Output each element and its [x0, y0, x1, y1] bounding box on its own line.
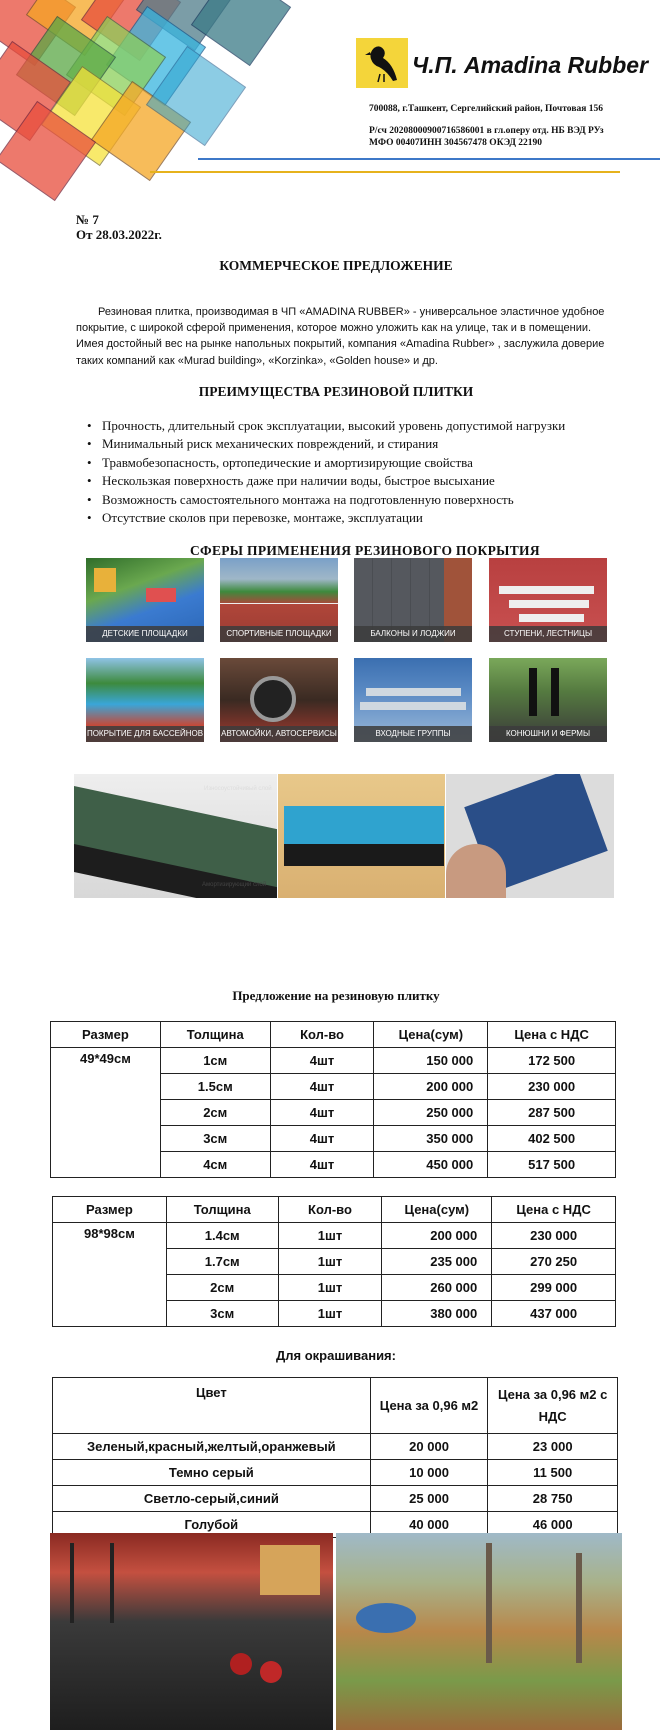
table-cell: 20 000 — [370, 1434, 488, 1460]
table-cell: 402 500 — [488, 1126, 616, 1152]
gym-photo — [50, 1533, 333, 1730]
table-cell: 299 000 — [492, 1275, 616, 1301]
page-title: КОММЕРЧЕСКОЕ ПРЕДЛОЖЕНИЕ — [219, 258, 453, 273]
table-cell: Темно серый — [53, 1460, 371, 1486]
tile-caption: БАЛКОНЫ И ЛОДЖИИ — [354, 626, 472, 642]
table-header-row — [51, 1022, 616, 1048]
product-photo-blue-tile — [278, 774, 445, 898]
table-cell: 270 250 — [492, 1249, 616, 1275]
column-header: Цена за 0,96 м2 — [370, 1378, 488, 1434]
tile-caption: СПОРТИВНЫЕ ПЛОЩАДКИ — [220, 626, 338, 642]
list-item: • Возможность самостоятельного монтажа на подготовленную поверхность — [102, 491, 565, 509]
tile-playgrounds — [86, 558, 204, 642]
product-photo-hand — [446, 774, 614, 898]
table-cell: 230 000 — [492, 1223, 616, 1249]
table-cell: 380 000 — [382, 1301, 492, 1327]
column-header: Размер — [53, 1197, 167, 1223]
table-cell: 40 000 — [370, 1512, 488, 1538]
table-header-row — [53, 1197, 616, 1223]
list-item: • Прочность, длительный срок эксплуатации, высокий уровень допустимой нагрузки — [102, 417, 565, 435]
product-photo-layers — [74, 774, 277, 898]
table-cell: 2см — [166, 1275, 278, 1301]
table-cell: 4шт — [270, 1048, 374, 1074]
layer-label-top: Износоустойчивый слой — [204, 786, 272, 792]
table-row — [53, 1223, 616, 1249]
column-header: Размер — [51, 1022, 161, 1048]
paint-price-table — [52, 1377, 618, 1538]
column-header: Цена(сум) — [382, 1197, 492, 1223]
table-cell: 4шт — [270, 1152, 374, 1178]
tile-pools — [86, 658, 204, 742]
table-cell: 350 000 — [374, 1126, 488, 1152]
playground-photo — [336, 1533, 622, 1730]
tile-caption: ВХОДНЫЕ ГРУППЫ — [354, 726, 472, 742]
company-codes: МФО 00407ИНН 304567478 ОКЭД 22190 — [369, 138, 542, 148]
company-address: 700088, г.Ташкент, Сергелийский район, Почтовая 156 — [369, 104, 603, 114]
table-cell: Светло-серый,синий — [53, 1486, 371, 1512]
list-item: • Нескользкая поверхность даже при наличии воды, быстрое высыхание — [102, 472, 565, 490]
tile-stables — [489, 658, 607, 742]
table-cell: 200 000 — [374, 1074, 488, 1100]
list-item: • Отсутствие сколов при перевозке, монтаже, эксплуатации — [102, 509, 565, 527]
column-header: Цена(сум) — [374, 1022, 488, 1048]
intro-paragraph: Резиновая плитка, производимая в ЧП «AMADINA RUBBER» - универсальное эластичное удобное покрытие, с широкой сферой применения, которое можно уложить как на улице, так и в помещении. Имея достойный вес на рынке напольных покрытий, компания «Amadina Rubber» , заслужила доверие таких компаний как «Murad building», «Korzinka», «Golden house» и др. — [76, 306, 605, 367]
table-cell: 1.7см — [166, 1249, 278, 1275]
table-cell: 25 000 — [370, 1486, 488, 1512]
column-header: Толщина — [166, 1197, 278, 1223]
tile-balconies — [354, 558, 472, 642]
table-cell: Зеленый,красный,желтый,оранжевый — [53, 1434, 371, 1460]
price-table-98 — [52, 1196, 616, 1327]
table-cell: 172 500 — [488, 1048, 616, 1074]
table-cell: 150 000 — [374, 1048, 488, 1074]
offer-heading: Предложение на резиновую плитку — [232, 988, 440, 1003]
table-cell: Голубой — [53, 1512, 371, 1538]
table-cell: 2см — [160, 1100, 270, 1126]
table-cell: 1.4см — [166, 1223, 278, 1249]
tile-caption: ДЕТСКИЕ ПЛОЩАДКИ — [86, 626, 204, 642]
table-cell: 230 000 — [488, 1074, 616, 1100]
tile-caption: СТУПЕНИ, ЛЕСТНИЦЫ — [489, 626, 607, 642]
table-cell: 3см — [166, 1301, 278, 1327]
logo — [356, 38, 408, 88]
table-cell: 260 000 — [382, 1275, 492, 1301]
table-cell: 450 000 — [374, 1152, 488, 1178]
table-cell: 11 500 — [488, 1460, 618, 1486]
list-item: • Травмобезопасность, ортопедические и амортизирующие свойства — [102, 454, 565, 472]
header-divider-blue — [198, 158, 660, 160]
tile-stairs — [489, 558, 607, 642]
advantages-heading: ПРЕИМУЩЕСТВА РЕЗИНОВОЙ ПЛИТКИ — [198, 384, 474, 399]
column-header: Кол-во — [278, 1197, 382, 1223]
company-name: Ч.П. Amadina Rubber — [412, 52, 649, 78]
header-divider-yellow — [150, 171, 620, 173]
table-row — [53, 1460, 618, 1486]
table-row — [53, 1486, 618, 1512]
tile-entrance-groups — [354, 658, 472, 742]
column-header: Цена с НДС — [492, 1197, 616, 1223]
spheres-heading: СФЕРЫ ПРИМЕНЕНИЯ РЕЗИНОВОГО ПОКРЫТИЯ — [190, 543, 540, 558]
tile-caption: КОНЮШНИ И ФЕРМЫ — [489, 726, 607, 742]
column-header: Цена за 0,96 м2 с НДС — [488, 1378, 618, 1434]
table-cell: 46 000 — [488, 1512, 618, 1538]
column-header: Толщина — [160, 1022, 270, 1048]
document-date: От 28.03.2022г. — [76, 227, 162, 242]
table-cell: 250 000 — [374, 1100, 488, 1126]
price-table-49 — [50, 1021, 616, 1178]
column-header: Цвет — [53, 1378, 371, 1434]
bird-icon — [356, 38, 408, 88]
column-header: Цена с НДС — [488, 1022, 616, 1048]
tile-car-wash — [220, 658, 338, 742]
table-cell: 1шт — [278, 1223, 382, 1249]
tile-sports-grounds — [220, 558, 338, 642]
advantages-list — [102, 417, 565, 527]
size-cell: 98*98см — [53, 1223, 167, 1327]
table-cell: 3см — [160, 1126, 270, 1152]
table-cell: 10 000 — [370, 1460, 488, 1486]
column-header: Кол-во — [270, 1022, 374, 1048]
table-cell: 200 000 — [382, 1223, 492, 1249]
list-item: • Минимальный риск механических повреждений, и стирания — [102, 435, 565, 453]
paint-heading: Для окрашивания: — [276, 1348, 396, 1363]
company-account: Р/сч 20208000900716586001 в гл.оперу отд. НБ ВЭД РУз — [369, 126, 604, 136]
table-cell: 1шт — [278, 1275, 382, 1301]
table-cell: 28 750 — [488, 1486, 618, 1512]
table-cell: 4шт — [270, 1074, 374, 1100]
tile-caption: ПОКРЫТИЕ ДЛЯ БАССЕЙНОВ — [86, 726, 204, 742]
table-cell: 437 000 — [492, 1301, 616, 1327]
table-cell: 4шт — [270, 1126, 374, 1152]
document-number: № 7 — [76, 212, 99, 227]
table-cell: 1шт — [278, 1249, 382, 1275]
header-decoration — [0, 0, 300, 210]
layer-label-bottom: Амортизирующий слой — [202, 882, 267, 888]
table-row — [51, 1048, 616, 1074]
table-cell: 287 500 — [488, 1100, 616, 1126]
tile-caption: АВТОМОЙКИ, АВТОСЕРВИСЫ — [220, 726, 338, 742]
table-cell: 4шт — [270, 1100, 374, 1126]
size-cell: 49*49см — [51, 1048, 161, 1178]
table-row — [53, 1434, 618, 1460]
table-cell: 1.5см — [160, 1074, 270, 1100]
table-header-row — [53, 1378, 618, 1434]
table-cell: 1см — [160, 1048, 270, 1074]
table-cell: 235 000 — [382, 1249, 492, 1275]
table-cell: 23 000 — [488, 1434, 618, 1460]
table-cell: 517 500 — [488, 1152, 616, 1178]
table-cell: 1шт — [278, 1301, 382, 1327]
table-cell: 4см — [160, 1152, 270, 1178]
